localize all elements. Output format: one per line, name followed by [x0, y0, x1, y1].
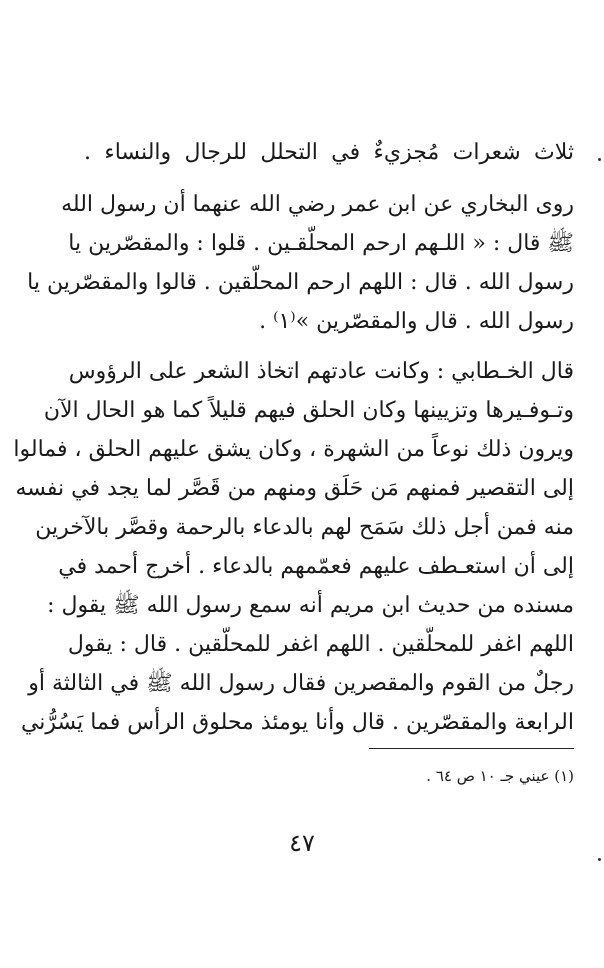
text-line-5: رسول الله . قال والمقصّرين »⁽١⁾ . [259, 309, 574, 334]
footnote: (١) عيني جـ ١٠ ص ٦٤ . [426, 767, 574, 785]
footnote-divider [369, 748, 574, 749]
page-number: ٤٧ [289, 829, 315, 857]
text-line-1: ثلاث شعرات مُجزيءٌ في التحلل للرجال والنساء . [84, 140, 574, 165]
text-line-3: ﷺ قال : « اللـهم ارحم المحلّقـين . قلوا : والمقصّرين يا [68, 231, 574, 256]
margin-mark [598, 158, 601, 161]
text-line-8: ويرون ذلك نوعاً من الشهرة ، وكان يشق عليهم الحلق ، فمالوا [13, 437, 574, 462]
text-line-6: قال الخـطابي : وكانت عادتهم اتخاذ الشعر على الرؤوس [68, 359, 574, 384]
text-line-2: روى البخاري عن ابن عمر رضي الله عنهما أن رسول الله [61, 192, 574, 217]
text-line-14: رجلٌ من القوم والمقصرين فقال رسول الله ﷺ في الثالثة أو [28, 671, 574, 696]
text-line-10: منه فمن أجل ذلك سَمَح لهم بالدعاء بالرحمة وقصَّر بالآخرين [35, 515, 574, 540]
text-line-9: إلى التقصير فمنهم مَن حَلَق ومنهم من قَصَّر لما يجد في نفسه [15, 476, 574, 501]
text-line-12: مسنده من حديث ابن مريم أنه سمع رسول الله ﷺ يقول : [47, 593, 574, 618]
margin-mark [598, 858, 601, 861]
text-line-4: رسول الله . قال : اللهم ارحم المحلّقين . قالوا والمقصّرين يا [27, 270, 574, 295]
text-line-13: اللهم اغفر للمحلّقين . اللهم اغفر للمحلّقين . قال : يقول [67, 632, 574, 657]
text-line-7: وتـوفـيرها وتزيينها وكان الحلق فيهم قليلاً كما هو الحال الآن [43, 398, 574, 423]
text-line-11: إلى أن استعـطف عليهم فعمّمهم بالدعاء . أخرج أحمد في [58, 554, 574, 579]
text-line-15: الرابعة والمقصّرين . قال وأنا يومئذ محلوق الرأس فما يَسُرُّني [20, 710, 574, 735]
